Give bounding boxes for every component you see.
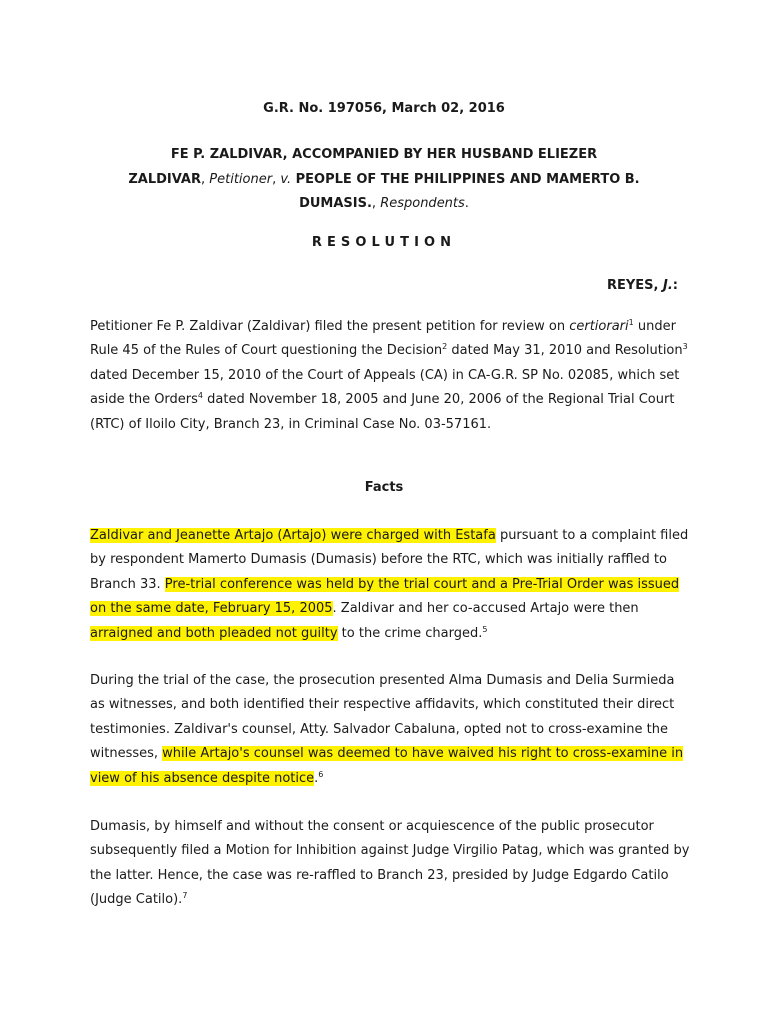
petitioner-name: FE P. ZALDIVAR, ACCOMPANIED BY HER HUSBAND ELIEZER xyxy=(170,147,598,162)
footnote-ref[interactable]: 4 xyxy=(197,391,204,401)
highlighted-text: arraigned and both pleaded not guilty xyxy=(90,625,338,641)
resolution-heading: RESOLUTION xyxy=(311,235,457,250)
respondent-surname: DUMASIS. xyxy=(299,196,372,211)
text: dated November 18, 2005 and June 20, 2006 of the Regional Trial Court (RTC) of Iloilo City, Branch 23, in Criminal Case No. 03-57161. xyxy=(90,392,675,432)
separator: , xyxy=(371,196,381,211)
text: to the crime charged. xyxy=(337,625,483,641)
highlighted-text: while Artajo's counsel was deemed to have waived his right to cross-examine in view of his absence despite notice xyxy=(90,746,684,786)
highlighted-text: Pre-trial conference was held by the trial court and a Pre-Trial Order was issued on the same date, February 15, 2005 xyxy=(90,576,680,617)
paragraph-petition xyxy=(90,315,690,437)
footnote-ref[interactable]: 6 xyxy=(318,769,324,779)
footnote-ref[interactable]: 3 xyxy=(682,342,688,352)
text: pursuant to a complaint filed by respondent Mamerto Dumasis (Dumasis) before the RTC, which was initially raffled to Branch 33. xyxy=(90,528,689,592)
facts-heading: Facts xyxy=(364,480,404,495)
petitioner-role: Petitioner xyxy=(209,171,273,187)
ponente-colon: : xyxy=(672,278,678,293)
paragraph-charges xyxy=(90,524,690,646)
text: . xyxy=(314,770,319,786)
footnote-ref[interactable]: 7 xyxy=(182,891,188,901)
highlighted-text: Zaldivar and Jeanette Artajo (Artajo) were charged with Estafa xyxy=(90,528,496,543)
footnote-ref[interactable]: 2 xyxy=(442,342,448,352)
certiorari-term: certiorari xyxy=(569,319,629,334)
text: Petitioner Fe P. Zaldivar (Zaldivar) filed the present petition for review on xyxy=(90,319,570,334)
ponente-title: J. xyxy=(663,278,673,293)
separator: , xyxy=(272,171,281,187)
separator: , xyxy=(201,171,210,187)
text: During the trial of the case, the prosecution presented Alma Dumasis and Delia Surmieda as witnesses, and both identified their respective affidavits, which constituted their direct testimonies. Zaldivar's counsel, Atty. Salvador Cabaluna, opted not to cross-examine the witnesses, xyxy=(90,673,675,762)
ponente-name: REYES, xyxy=(607,278,664,293)
footnote-ref[interactable]: 5 xyxy=(482,624,488,634)
paragraph-trial xyxy=(90,669,690,791)
petitioner-surname: ZALDIVAR xyxy=(128,171,202,187)
case-number: G.R. No. 197056, March 02, 2016 xyxy=(263,101,505,116)
text: . Zaldivar and her co-accused Artajo were then xyxy=(332,601,639,617)
respondent-role: Respondents xyxy=(380,196,465,211)
respondents-name: PEOPLE OF THE PHILIPPINES AND MAMERTO B. xyxy=(291,171,640,187)
text: under Rule 45 of the Rules of Court questioning the Decision xyxy=(90,319,676,359)
paragraph-inhibition xyxy=(90,815,690,913)
text: dated December 15, 2010 of the Court of Appeals (CA) in CA-G.R. SP No. 02085, which set aside the Orders xyxy=(90,367,680,408)
text: dated May 31, 2010 and Resolution xyxy=(447,343,683,359)
separator: . xyxy=(464,196,469,211)
ponente xyxy=(607,277,678,295)
footnote-ref[interactable]: 1 xyxy=(628,318,634,327)
text: Dumasis, by himself and without the consent or acquiescence of the public prosecutor subsequently filed a Motion for Inhibition against Judge Virgilio Patag, which was granted by the latter. Hence, the case was re-raffled to Branch 23, presided by Judge Edgardo Catilo (Judge Catilo). xyxy=(90,819,690,908)
versus: v. xyxy=(280,171,292,187)
case-parties xyxy=(90,143,678,217)
